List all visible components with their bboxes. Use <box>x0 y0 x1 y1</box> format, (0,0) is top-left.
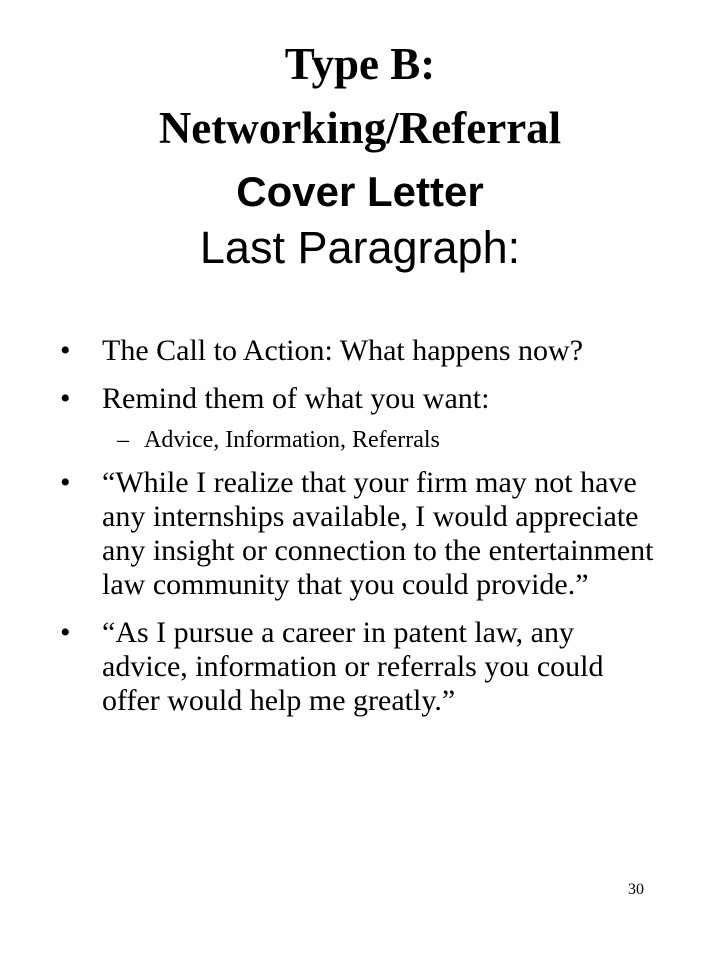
title-line-1: Type B: <box>284 39 436 89</box>
bullet-call-to-action <box>60 334 660 368</box>
bullet-quote-entertainment <box>60 466 660 602</box>
page-number: 30 <box>628 881 644 898</box>
title-line-2: Networking/Referral <box>158 103 562 153</box>
bullet-list <box>60 334 660 732</box>
bullet-text: The Call to Action: What happens now? <box>102 334 584 367</box>
bullet-text: “As I pursue a career in patent law, any advice, information or referrals you could offer would help me greatly.” <box>102 616 604 717</box>
bullet-marker: • <box>60 334 71 367</box>
bullet-text: “While I realize that your firm may not have any internships available, I would appreciate any insight or connection to the entertainment law community that you could provide.” <box>102 466 654 601</box>
bullet-marker: • <box>60 616 71 649</box>
bullet-text: Remind them of what you want: <box>102 382 490 415</box>
bullet-remind <box>60 382 660 416</box>
bullet-quote-patent <box>60 616 660 718</box>
title-line-4: Last Paragraph: <box>199 222 521 273</box>
subbullet-text: Advice, Information, Referrals <box>144 427 440 453</box>
bullet-marker: • <box>60 382 71 415</box>
slide-title <box>0 36 720 276</box>
bullet-marker: • <box>60 466 71 499</box>
title-line-3: Cover Letter <box>236 168 484 215</box>
subbullet-advice <box>60 426 660 454</box>
subbullet-marker: – <box>117 427 129 453</box>
